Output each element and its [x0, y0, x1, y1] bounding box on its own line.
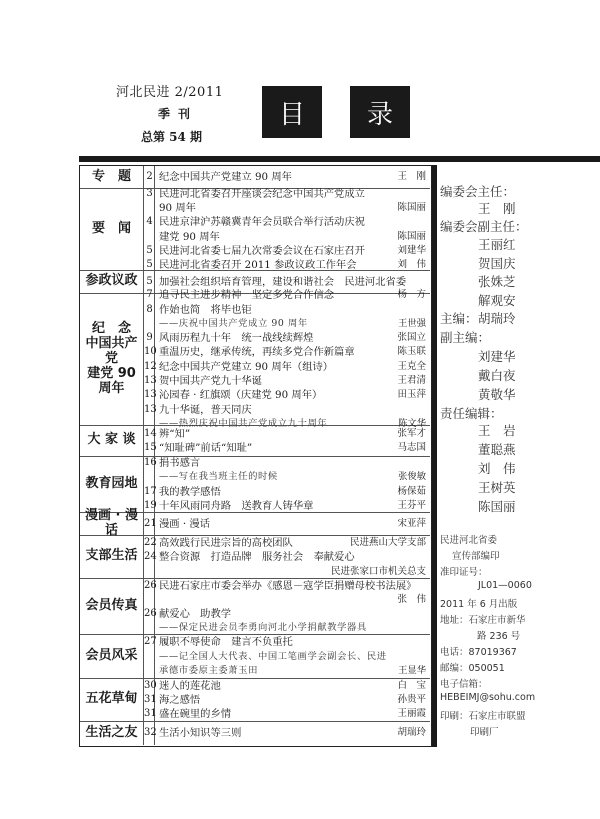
- toc-section-label: [80, 271, 144, 293]
- toc-entry: [144, 726, 430, 740]
- toc-entry-title: 献爱心 助教学: [159, 608, 232, 621]
- toc-entry: [144, 317, 430, 331]
- toc-entry: [144, 345, 430, 359]
- toc-entry-title: 90 周年: [159, 202, 196, 215]
- compiled-by-dept: 宣传部编印: [452, 551, 500, 562]
- toc-entry-title: 九十华诞，普天同庆: [159, 403, 252, 416]
- toc-page-number: 21: [144, 517, 157, 529]
- toc-entry: [144, 470, 430, 484]
- toc-entry-title: 作始也简 将毕也钜: [159, 303, 252, 316]
- toc-section-label-text: 要 闻: [91, 220, 131, 236]
- toc-entry-title: 履职不辱使命 建言不负重托: [159, 636, 293, 649]
- toc-entry: [144, 187, 430, 201]
- toc-entry: [144, 456, 430, 470]
- toc-section: [80, 289, 430, 429]
- toc-entry: [144, 360, 430, 374]
- toc-entry: [144, 607, 430, 621]
- permit-label: 准印证号：: [440, 567, 488, 578]
- toc-section-label-text: 纪 念 中国共产党 建党 90 周年: [85, 320, 138, 396]
- toc-entry-title: 十年风雨同舟路 送教育人铸华章: [159, 499, 314, 512]
- toc-section: [80, 579, 430, 635]
- toc-entry: [144, 288, 430, 302]
- deputy-name: 黄敬华: [478, 387, 516, 402]
- responsible-name: 陈国丽: [478, 499, 516, 514]
- toc-entry-title: 整合资源 打造品牌 服务社会 奉献爱心: [159, 551, 355, 564]
- header-divider: [79, 156, 600, 162]
- toc-entry: [144, 664, 430, 678]
- toc-entry-author: 陈文华: [398, 417, 426, 429]
- toc-entry: [144, 215, 430, 229]
- toc-entry: [144, 244, 430, 258]
- editor-name: 胡瑞玲: [478, 311, 516, 326]
- toc-section: [80, 189, 430, 270]
- toc-entry-author: 白 宝: [397, 679, 426, 691]
- vice-name: 解观安: [478, 293, 516, 308]
- toc-section-label: [80, 507, 144, 538]
- toc-section: [80, 166, 430, 189]
- toc-entry-author: 杨 方: [397, 289, 426, 301]
- toc-entry-title: 我的教学感悟: [159, 485, 221, 498]
- toc-entry-author: 王君清: [397, 375, 426, 386]
- toc-section: [80, 679, 430, 722]
- toc-entry-title: 风雨历程九十年 统一战线续辉煌: [159, 332, 314, 345]
- toc-page-number: 7: [146, 289, 153, 301]
- toc-page-number: 13: [144, 403, 157, 415]
- toc-entry-title: 纪念中国共产党建立 90 周年: [159, 171, 292, 184]
- toc-entry: [144, 536, 430, 550]
- toc-entry: [144, 403, 430, 417]
- toc-entry-title: 民进河北省委七届九次常委会议在石家庄召开: [159, 245, 365, 258]
- toc-entry-author: 张国立: [397, 332, 426, 344]
- toc-page-number: 19: [144, 499, 157, 511]
- page-title-lu: 录: [350, 86, 410, 138]
- toc-section-label-text: 支部生活: [85, 548, 138, 564]
- toc-entry: [144, 275, 430, 289]
- toc-page-number: 12: [144, 360, 157, 372]
- toc-section-label-text: 会员传真: [85, 598, 138, 614]
- deputy-label: 副主编：: [440, 330, 491, 345]
- printer: 印刷：石家庄市联盟: [440, 711, 526, 722]
- toc-page-number: 22: [144, 536, 157, 548]
- toc-page-number: 26: [144, 608, 157, 620]
- toc-entry: [144, 485, 430, 499]
- toc-entry: [144, 331, 430, 345]
- toc-entry: [144, 170, 430, 184]
- table-of-contents: [79, 165, 432, 747]
- toc-page-number: 32: [144, 727, 157, 739]
- toc-entry-author: 陈国丽: [397, 230, 426, 242]
- deputy-name: 戴白夜: [478, 368, 516, 383]
- toc-entry: [144, 374, 430, 388]
- vice-label: 编委会副主任：: [440, 219, 528, 234]
- toc-page-number: 4: [146, 216, 153, 228]
- magazine-name: 河北民进 2/2011: [116, 85, 224, 100]
- toc-entry-author: 王世强: [398, 317, 426, 329]
- toc-entry-title: 追寻民主进步精神 坚定多党合作信念: [159, 289, 335, 302]
- responsible-label: 责任编辑：: [440, 406, 503, 421]
- toc-entry: [144, 650, 430, 664]
- vice-name: 贺国庆: [478, 256, 516, 271]
- issue-number: 总第 54 期: [141, 130, 203, 144]
- editor-label: 主编：: [440, 311, 478, 326]
- toc-entry-title: 沁园春 · 红旗颂（庆建党 90 周年）: [159, 389, 323, 402]
- toc-section: [80, 635, 430, 678]
- toc-page-number: 15: [144, 442, 157, 454]
- toc-entry-title: 漫画 · 漫话: [159, 517, 211, 530]
- publication-frequency: 季刊: [158, 107, 199, 121]
- toc-entry-author: 王芬平: [397, 499, 426, 511]
- chief-name: 王 刚: [478, 201, 516, 216]
- toc-section: [80, 722, 430, 745]
- toc-section-label: [80, 294, 144, 425]
- toc-section-label: [80, 536, 144, 578]
- toc-page-number: 16: [144, 456, 157, 468]
- toc-page-number: 5: [146, 259, 153, 271]
- toc-page-number: 31: [144, 694, 157, 706]
- toc-entry: [144, 579, 430, 593]
- toc-entry-title: ——写在我当班主任的时候: [159, 471, 278, 483]
- toc-section-label: [80, 722, 144, 745]
- toc-page-number: 30: [144, 679, 157, 691]
- chief-label: 编委会主任：: [440, 184, 516, 199]
- toc-entry: [144, 201, 430, 215]
- responsible-name: 董聪燕: [478, 442, 516, 457]
- toc-entry-author: 陈国丽: [397, 202, 426, 214]
- toc-entry: [144, 707, 430, 721]
- permit-number: JL01—0060: [478, 580, 532, 591]
- email: HEBEIMJ@sohu.com: [440, 692, 536, 703]
- toc-section-label-text: 五花草甸: [85, 691, 138, 707]
- toc-section: [80, 426, 430, 457]
- toc-section-label-text: 教育园地: [85, 475, 138, 491]
- toc-section-label-text: 大 家 谈: [87, 432, 136, 448]
- postcode: 邮编：050051: [440, 663, 505, 674]
- toc-section-label: [80, 166, 144, 188]
- toc-entry-author: 宋亚萍: [397, 517, 426, 529]
- toc-page-number: 5: [146, 275, 153, 287]
- toc-page-number: 9: [146, 332, 153, 344]
- toc-entry: [144, 593, 430, 607]
- toc-entry-author: 民进燕山大学支部: [349, 536, 426, 548]
- toc-entry: [144, 303, 430, 317]
- publish-date: 2011 年 6 月出版: [440, 599, 518, 610]
- column-divider: [432, 165, 437, 747]
- toc-section-label-text: 参政议政: [85, 273, 138, 289]
- toc-entry-author: 民进张家口市机关总支: [330, 565, 426, 577]
- toc-entry: [144, 635, 430, 649]
- toc-section-label-text: 会员风采: [85, 647, 138, 663]
- toc-page-number: 3: [146, 187, 153, 199]
- toc-section-label-text: 生活之友: [85, 724, 138, 740]
- toc-entry-author: 王丽霞: [397, 708, 426, 720]
- toc-page-number: 13: [144, 375, 157, 386]
- phone: 电话：87019367: [440, 647, 517, 658]
- toc-entry: [144, 427, 430, 441]
- toc-entry-title: ——热烈庆祝中国共产党成立九十周年: [159, 417, 328, 429]
- toc-entry-author: 孙贵平: [397, 694, 426, 706]
- toc-section-label-text: 专 题: [91, 168, 131, 184]
- toc-page-number: 31: [144, 708, 157, 720]
- toc-entry-title: 捐书感言: [159, 456, 201, 469]
- toc-entry-title: 民进河北省委召开 2011 参政议政工作年会: [159, 259, 357, 272]
- responsible-name: 刘 伟: [478, 461, 516, 476]
- toc-entry: [144, 230, 430, 244]
- toc-entry-author: 胡瑞玲: [397, 727, 426, 739]
- toc-section-label: [80, 635, 144, 677]
- toc-entry-author: 王显华: [398, 664, 426, 676]
- address-cont: 路 236 号: [477, 631, 521, 642]
- toc-section-label: [80, 457, 144, 512]
- toc-page-number: 2: [146, 171, 153, 183]
- toc-entry-title: 重温历史，继承传统，再续多党合作新篇章: [159, 346, 355, 359]
- toc-entry: [144, 388, 430, 402]
- toc-page-number: 13: [144, 389, 157, 401]
- toc-entry: [144, 550, 430, 564]
- toc-section-label-text: 漫画 · 漫话: [85, 507, 138, 538]
- toc-page-number: 26: [144, 579, 157, 591]
- responsible-name: 王 岩: [478, 423, 516, 438]
- toc-entry-title: 民进河北省委召开座谈会纪念中国共产党成立: [159, 187, 365, 200]
- toc-entry-author: 刘建华: [397, 245, 426, 257]
- address: 地址：石家庄市新华: [440, 615, 526, 626]
- toc-entry: [144, 679, 430, 693]
- toc-entry-author: 马志国: [397, 442, 426, 454]
- toc-section-label: [80, 679, 144, 721]
- toc-entry-title: 贺中国共产党九十华诞: [159, 375, 262, 387]
- responsible-name: 王树英: [478, 480, 516, 495]
- toc-entry-title: ——保定民进会员李勇向河北小学捐献教学器具: [159, 622, 367, 634]
- toc-page-number: 5: [146, 245, 153, 257]
- toc-entry-title: 承德市委原主委萧玉田: [159, 664, 258, 676]
- toc-entry-title: 民进石家庄市委会举办《感恩－寇学臣捐赠母校书法展》: [159, 579, 417, 592]
- toc-entry-title: 迷人的莲花池: [159, 679, 221, 692]
- toc-page-number: 14: [144, 427, 157, 439]
- toc-entry: [144, 441, 430, 455]
- page-title-mu: 目: [262, 86, 322, 138]
- toc-entry-author: 陈玉联: [397, 346, 426, 358]
- toc-entry: [144, 693, 430, 707]
- toc-page-number: 17: [144, 485, 157, 497]
- toc-section-label: [80, 579, 144, 634]
- toc-entry-author: 王克全: [397, 360, 426, 372]
- toc-section: [80, 457, 430, 513]
- toc-page-number: 24: [144, 551, 157, 563]
- toc-page-number: 27: [144, 636, 157, 648]
- toc-entry-author: 张军才: [397, 427, 426, 439]
- toc-entry: [144, 499, 430, 513]
- toc-entry: [144, 565, 430, 579]
- toc-section-label: [80, 426, 144, 456]
- toc-page-number: 8: [146, 303, 153, 315]
- toc-entry: [144, 621, 430, 635]
- toc-entry-title: 高效践行民进宗旨的高校团队: [159, 536, 293, 549]
- vice-name: 王丽红: [478, 237, 516, 252]
- toc-section: [80, 507, 430, 538]
- toc-entry-author: 田玉萍: [397, 389, 426, 401]
- toc-entry-title: 海之感悟: [159, 694, 201, 707]
- toc-page-number: 10: [144, 346, 157, 358]
- printer-cont: 印刷厂: [470, 727, 499, 738]
- toc-entry-title: 生活小知识等三则: [159, 727, 242, 740]
- toc-entry-title: ——记全国人大代表、中国工笔画学会副会长、民进: [159, 650, 387, 662]
- toc-entry-author: 张俊敏: [398, 471, 426, 483]
- toc-entry-author: 王 刚: [397, 171, 426, 183]
- compiled-by: 民进河北省委: [440, 535, 498, 546]
- toc-section: [80, 536, 430, 579]
- toc-entry-title: 加强社会组织培育管理，建设和谐社会 民进河北省委: [159, 275, 407, 288]
- toc-entry-title: 民进京津沪苏赣冀青年会员联合举行活动庆祝: [159, 216, 365, 229]
- toc-entry-author: 张 伟: [397, 593, 426, 605]
- toc-entry-author: 杨保茹: [397, 485, 426, 497]
- toc-entry-title: 建党 90 周年: [159, 230, 220, 243]
- toc-entry-title: 纪念中国共产党建立 90 周年（组诗）: [159, 360, 334, 373]
- vice-name: 张姝芝: [478, 274, 516, 289]
- toc-section-label: [80, 189, 144, 269]
- email-label: 电子信箱：: [440, 679, 488, 690]
- toc-entry: [144, 517, 430, 531]
- toc-entry-title: 辨“知”: [159, 427, 191, 440]
- toc-entry-title: ——庆祝中国共产党成立 90 周年: [159, 317, 308, 329]
- toc-entry-title: 盛在碗里的乡情: [159, 708, 232, 721]
- toc-entry-title: “知耻碑”前话“知耻”: [159, 442, 253, 455]
- deputy-name: 刘建华: [478, 349, 516, 364]
- toc-entry-author: 刘 伟: [397, 259, 426, 271]
